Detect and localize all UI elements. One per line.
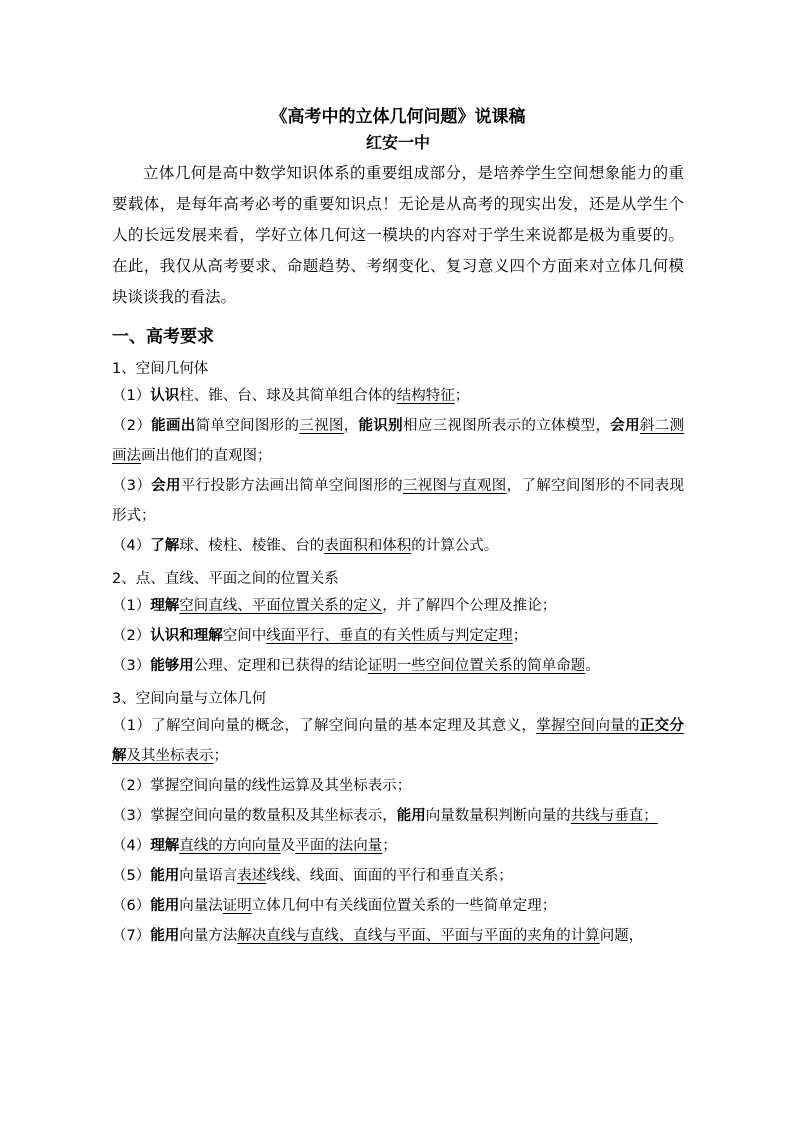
requirement-item xyxy=(112,771,684,801)
text-run: 柱、锥、台、球及其简单组合体的 xyxy=(179,388,397,404)
text-run: （3） xyxy=(112,658,151,674)
text-run: 球、棱柱、棱锥、台的 xyxy=(179,538,325,554)
requirement-item xyxy=(112,891,684,921)
text-run: 画出他们的直观图； xyxy=(141,448,272,464)
text-run: （5） xyxy=(112,868,151,884)
text-run: 能够用 xyxy=(150,658,194,674)
text-run: 能用 xyxy=(150,898,180,914)
text-run: 三视图 xyxy=(299,418,344,434)
requirement-item xyxy=(112,381,684,411)
text-run: 掌握空间向量的 xyxy=(536,718,640,734)
text-run: 直线的方向向量 xyxy=(179,838,281,854)
text-run: 表述 xyxy=(237,868,267,884)
text-run: 理解 xyxy=(150,838,180,854)
text-run: 能识别 xyxy=(358,418,403,434)
text-run: ， xyxy=(343,418,359,434)
requirement-item xyxy=(112,711,684,771)
text-run: 正交分解 xyxy=(112,718,684,764)
text-run: 线面平行、垂直的有关性质与判定定理 xyxy=(266,628,513,644)
text-run: 斜二测画法 xyxy=(112,418,685,464)
requirement-item xyxy=(112,471,684,531)
requirement-item xyxy=(112,531,684,561)
text-run: （7） xyxy=(112,928,151,944)
text-run: 空间直线、平面位置关系的定义 xyxy=(179,598,383,614)
requirement-item xyxy=(112,621,684,651)
text-run: 证明 xyxy=(222,898,252,914)
requirements-list xyxy=(112,357,684,951)
text-run: （2） xyxy=(112,628,151,644)
text-run: 共线与垂直； xyxy=(570,808,658,824)
requirement-item xyxy=(112,411,684,471)
text-run: （1） xyxy=(112,598,151,614)
text-run: （2）掌握空间向量的线性运算及其坐标表示； xyxy=(112,778,412,794)
text-run: （6） xyxy=(112,898,151,914)
text-run: 认识 xyxy=(150,388,180,404)
requirement-item xyxy=(112,861,684,891)
requirement-item xyxy=(112,801,684,831)
text-run: （1） xyxy=(112,388,151,404)
text-run: 公理、定理和已获得的结论 xyxy=(193,658,368,674)
text-run: 认识和理解 xyxy=(150,628,223,644)
text-run: 了解 xyxy=(150,538,180,554)
text-run: ，并了解四个公理及推论； xyxy=(382,598,557,614)
text-run: 线线、线面、面面的平行和垂直关系； xyxy=(266,868,513,884)
text-run: （4） xyxy=(112,538,151,554)
text-run: （3） xyxy=(112,478,152,494)
text-run: 会用 xyxy=(610,418,640,434)
requirement-item xyxy=(112,591,684,621)
text-run: 简单空间图形的 xyxy=(195,418,300,434)
text-run: ，了解空间图形的不同表现形式； xyxy=(112,478,685,524)
text-run: 问题， xyxy=(599,928,644,944)
requirement-item xyxy=(112,651,684,681)
text-run: 。 xyxy=(585,658,600,674)
text-run: 三视图与直观图 xyxy=(402,478,507,494)
text-run: 表面积和体积 xyxy=(324,538,412,554)
text-run: 向量数量积判断向量的 xyxy=(425,808,571,824)
text-run: 向量语言 xyxy=(179,868,238,884)
requirement-item xyxy=(112,831,684,861)
document-title: 《高考中的立体几何问题》说课稿 xyxy=(270,107,526,127)
text-run: （1）了解空间向量的概念，了解空间向量的基本定理及其意义， xyxy=(112,718,537,734)
text-run: （3）掌握空间向量的数量积及其坐标表示， xyxy=(112,808,397,824)
text-run: 平面的法向量 xyxy=(295,838,383,854)
text-run: 相应三视图所表示的立体模型， xyxy=(402,418,611,434)
text-run: 向量法 xyxy=(179,898,223,914)
subsection-title: 1、空间几何体 xyxy=(112,361,209,377)
text-run: 能用 xyxy=(396,808,426,824)
text-run: 能用 xyxy=(150,928,180,944)
text-run: 平行投影方法画出简单空间图形的 xyxy=(180,478,403,494)
text-run: 能用 xyxy=(150,868,180,884)
text-run: 解决直线与直线、直线与平面、平面与平面的夹角的计算 xyxy=(237,928,600,944)
text-run: 能画出 xyxy=(151,418,196,434)
text-run: ； xyxy=(454,388,470,404)
text-run: 空间中 xyxy=(222,628,267,644)
text-run: 及 xyxy=(280,838,296,854)
text-run: 的计算公式。 xyxy=(411,538,499,554)
subsection-title: 3、空间向量与立体几何 xyxy=(112,691,267,707)
text-run: 立体几何中有关线面位置关系的一些简单定理； xyxy=(251,898,557,914)
section-heading: 一、高考要求 xyxy=(112,327,214,347)
subsection-title: 2、点、直线、平面之间的位置关系 xyxy=(112,571,339,587)
requirement-item xyxy=(112,921,684,951)
text-run: ； xyxy=(512,628,528,644)
text-run: ； xyxy=(213,748,228,764)
document-page xyxy=(112,104,684,951)
text-run: 理解 xyxy=(150,598,180,614)
text-run: 结构特征 xyxy=(396,388,455,404)
document-author: 红安一中 xyxy=(365,133,430,152)
text-run: 会用 xyxy=(151,478,181,494)
intro-paragraph: 立体几何是高中数学知识体系的重要组成部分，是培养学生空间想象能力的重要载体，是每年高考必考的重要知识点！无论是从高考的现实出发，还是从学生个人的长远发展来看，学好立体几何这一模块的内容对于学生来说都是极为重要的。在此，我仅从高考要求、命题趋势、考纲变化、复习意义四个方面来对立体几何模块谈谈我的看法。 xyxy=(112,164,684,306)
text-run: 证明一些空间位置关系的简单命题 xyxy=(367,658,586,674)
text-run: ； xyxy=(382,838,397,854)
text-run: 及其坐标表示 xyxy=(126,748,214,764)
text-run: 向量方法 xyxy=(179,928,238,944)
text-run: （4） xyxy=(112,838,151,854)
text-run: （2） xyxy=(112,418,152,434)
